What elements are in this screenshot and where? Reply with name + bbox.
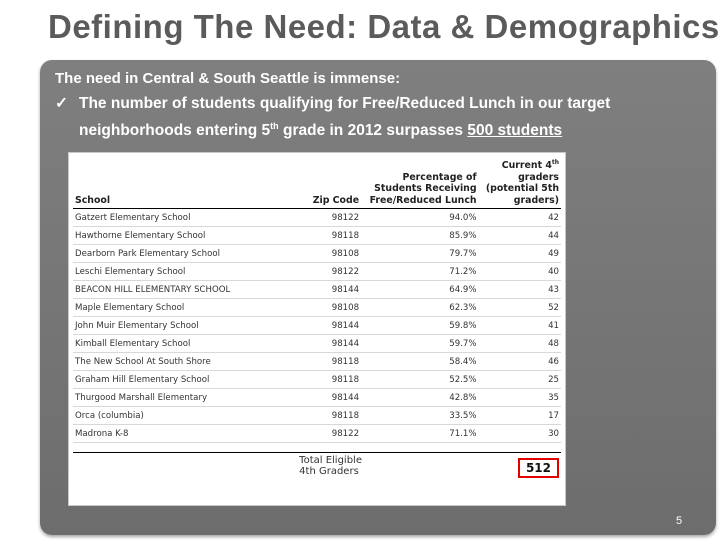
school-name: Leschi Elementary School [73,263,295,281]
percentage: 58.4% [361,353,478,371]
school-table-container [68,152,566,506]
graders-count: 46 [479,353,561,371]
school-name: BEACON HILL ELEMENTARY SCHOOL [73,281,295,299]
table-divider [73,443,561,453]
graders-count: 42 [479,209,561,227]
slide-title: Defining The Need: Data & Demographics [48,8,720,45]
bullet-text: The number of students qualifying for Free/Reduced Lunch in our target neighborhoods entering 5th grade in 2012 surpasses 500 students [79,95,611,140]
school-name: The New School At South Shore [73,353,295,371]
table-row [73,389,561,407]
school-name: Graham Hill Elementary School [73,371,295,389]
school-name: Orca (columbia) [73,407,295,425]
table-row [73,353,561,371]
table-row [73,407,561,425]
zip-code: 98108 [295,245,361,263]
percentage: 64.9% [361,281,478,299]
table-row [73,299,561,317]
percentage: 52.5% [361,371,478,389]
percentage: 42.8% [361,389,478,407]
table-row [73,209,561,227]
graders-count: 30 [479,425,561,443]
table-row [73,335,561,353]
emphasis-500-students: 500 students [467,122,563,140]
percentage: 94.0% [361,209,478,227]
school-name: John Muir Elementary School [73,317,295,335]
graders-count: 43 [479,281,561,299]
page-number: 5 [676,515,683,527]
zip-code: 98108 [295,299,361,317]
school-name: Kimball Elementary School [73,335,295,353]
zip-code: 98122 [295,209,361,227]
zip-code: 98118 [295,371,361,389]
zip-code: 98118 [295,407,361,425]
percentage: 33.5% [361,407,478,425]
percentage: 59.8% [361,317,478,335]
graders-count: 35 [479,389,561,407]
table-row [73,317,561,335]
table-header-row [73,157,561,209]
school-table [73,157,561,478]
percentage: 71.1% [361,425,478,443]
total-label: Total Eligible 4th Graders [299,455,362,478]
graders-count: 52 [479,299,561,317]
zip-code: 98144 [295,335,361,353]
percentage: 59.7% [361,335,478,353]
total-row [73,453,561,479]
graders-count: 40 [479,263,561,281]
zip-code: 98118 [295,353,361,371]
graders-count: 17 [479,407,561,425]
table-row [73,227,561,245]
zip-code: 98144 [295,317,361,335]
table-row [73,281,561,299]
graders-count: 25 [479,371,561,389]
school-name: Gatzert Elementary School [73,209,295,227]
zip-code: 98122 [295,425,361,443]
school-name: Thurgood Marshall Elementary [73,389,295,407]
school-name: Hawthorne Elementary School [73,227,295,245]
graders-count: 48 [479,335,561,353]
table-row [73,245,561,263]
table-row [73,371,561,389]
checkmark-icon: ✓ [55,95,68,112]
percentage: 79.7% [361,245,478,263]
bullet-point [55,93,655,142]
header-current-graders: Current 4th graders (potential 5th graders) [479,157,561,209]
graders-count: 41 [479,317,561,335]
school-name: Dearborn Park Elementary School [73,245,295,263]
percentage: 62.3% [361,299,478,317]
zip-code: 98144 [295,389,361,407]
graders-count: 44 [479,227,561,245]
school-name: Maple Elementary School [73,299,295,317]
zip-code: 98144 [295,281,361,299]
percentage: 85.9% [361,227,478,245]
header-school: School [73,157,295,209]
zip-code: 98118 [295,227,361,245]
header-zip-code: Zip Code [295,157,361,209]
zip-code: 98122 [295,263,361,281]
header-percentage: Percentage of Students Receiving Free/Reduced Lunch [361,157,478,209]
table-row [73,263,561,281]
graders-count: 49 [479,245,561,263]
table-row [73,425,561,443]
intro-text: The need in Central & South Seattle is immense: [55,70,401,87]
total-eligible-value: 512 [518,458,559,478]
percentage: 71.2% [361,263,478,281]
school-name: Madrona K-8 [73,425,295,443]
